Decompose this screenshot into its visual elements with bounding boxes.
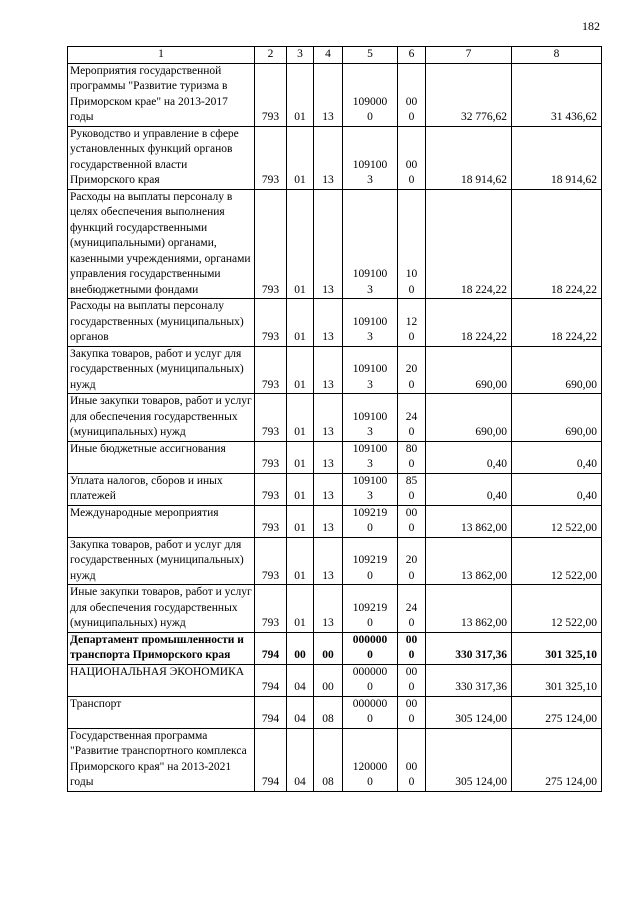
- header-col-4: 4: [314, 47, 343, 64]
- row-name-cell: Расходы на выплаты персоналу в целях обеспечения выполнения функций государственными (муниципальными) органами, казенными учреждениями, органами управления государственными внебюджетными фондами: [68, 189, 255, 299]
- amount-col8-cell: 301 325,10: [512, 664, 602, 696]
- amount-col8-cell: 18 914,62: [512, 126, 602, 189]
- amount-col8-cell: 18 224,22: [512, 299, 602, 347]
- ved-cell: 793: [255, 189, 287, 299]
- row-name-cell: Иные закупки товаров, работ и услуг для обеспечения государственных (муниципальных) нужд: [68, 585, 255, 633]
- amount-col7-cell: 690,00: [426, 346, 512, 394]
- header-col-2: 2: [255, 47, 287, 64]
- vr-code-part1: 80: [405, 442, 418, 455]
- amount-col7-cell: 18 224,22: [426, 189, 512, 299]
- rz-cell: 01: [287, 299, 314, 347]
- rz-cell: 01: [287, 126, 314, 189]
- table-row: [68, 728, 602, 791]
- table-row: [68, 585, 602, 633]
- table-row: [68, 696, 602, 728]
- rz-cell: 01: [287, 441, 314, 473]
- csr-code-part2: 0: [367, 569, 373, 582]
- csr-code-part2: 3: [367, 378, 373, 391]
- csr-code-part1: 000000: [352, 665, 388, 678]
- vr-cell: [398, 664, 426, 696]
- pr-cell: 13: [314, 394, 343, 442]
- table-row: [68, 632, 602, 664]
- table-row: [68, 664, 602, 696]
- rz-cell: 00: [287, 632, 314, 664]
- vr-cell: [398, 346, 426, 394]
- csr-code-part2: 3: [367, 426, 373, 438]
- page-number: 182: [582, 19, 600, 33]
- csr-code-part1: 109219: [352, 554, 388, 566]
- amount-col7-cell: 330 317,36: [426, 664, 512, 696]
- pr-cell: 13: [314, 473, 343, 505]
- amount-col7-cell: 305 124,00: [426, 728, 512, 791]
- vr-code-part1: 24: [405, 601, 418, 614]
- vr-cell: [398, 632, 426, 664]
- csr-cell: [343, 632, 398, 664]
- pr-cell: 13: [314, 585, 343, 633]
- header-col-8: 8: [512, 47, 602, 64]
- vr-code-part1: 00: [405, 158, 418, 171]
- pr-cell: 00: [314, 664, 343, 696]
- ved-cell: 794: [255, 696, 287, 728]
- vr-code-part2: 0: [408, 378, 415, 391]
- vr-code-part1: 00: [405, 760, 418, 773]
- csr-code-part2: 3: [367, 174, 373, 186]
- amount-col8-cell: 18 224,22: [512, 189, 602, 299]
- amount-col7-cell: 305 124,00: [426, 696, 512, 728]
- ved-cell: 793: [255, 63, 287, 126]
- vr-cell: [398, 126, 426, 189]
- table-row: [68, 63, 602, 126]
- csr-cell: [343, 63, 398, 126]
- csr-cell: [343, 299, 398, 347]
- amount-col7-cell: 32 776,62: [426, 63, 512, 126]
- ved-cell: 793: [255, 585, 287, 633]
- vr-code-part1: 20: [405, 554, 418, 566]
- vr-code-part2: 0: [408, 283, 415, 296]
- csr-cell: [343, 585, 398, 633]
- rz-cell: 01: [287, 394, 314, 442]
- vr-code-part1: 20: [405, 363, 418, 375]
- table-row: [68, 346, 602, 394]
- pr-cell: 13: [314, 346, 343, 394]
- csr-cell: [343, 728, 398, 791]
- rz-cell: 01: [287, 346, 314, 394]
- amount-col8-cell: 275 124,00: [512, 728, 602, 791]
- amount-col7-cell: 0,40: [426, 473, 512, 505]
- rz-cell: 01: [287, 585, 314, 633]
- vr-code-part2: 0: [408, 490, 415, 502]
- ved-cell: 794: [255, 728, 287, 791]
- csr-code-part2: 0: [367, 713, 373, 725]
- table-row: [68, 126, 602, 189]
- row-name-cell: Закупка товаров, работ и услуг для государственных (муниципальных) нужд: [68, 346, 255, 394]
- table-row: [68, 473, 602, 505]
- table-body: [68, 63, 602, 791]
- vr-cell: [398, 473, 426, 505]
- vr-code-part2: 0: [408, 713, 415, 725]
- csr-cell: [343, 537, 398, 585]
- amount-col8-cell: 12 522,00: [512, 585, 602, 633]
- csr-code-part2: 3: [367, 331, 373, 343]
- amount-col7-cell: 18 224,22: [426, 299, 512, 347]
- csr-code-part1: 000000: [352, 697, 388, 710]
- header-col-6: 6: [398, 47, 426, 64]
- row-name-cell: НАЦИОНАЛЬНАЯ ЭКОНОМИКА: [68, 664, 255, 696]
- row-name-cell: Уплата налогов, сборов и иных платежей: [68, 473, 255, 505]
- csr-cell: [343, 696, 398, 728]
- csr-code-part2: 0: [367, 776, 373, 788]
- table-row: [68, 537, 602, 585]
- ved-cell: 793: [255, 537, 287, 585]
- vr-cell: [398, 189, 426, 299]
- csr-cell: [343, 126, 398, 189]
- csr-cell: [343, 473, 398, 505]
- amount-col8-cell: 690,00: [512, 394, 602, 442]
- csr-code-part1: 000000: [352, 633, 388, 646]
- vr-code-part2: 0: [408, 458, 415, 470]
- row-name-cell: Иные закупки товаров, работ и услуг для обеспечения государственных (муниципальных) нужд: [68, 394, 255, 442]
- header-col-5: 5: [343, 47, 398, 64]
- header-row: [68, 47, 602, 64]
- ved-cell: 793: [255, 394, 287, 442]
- ved-cell: 793: [255, 505, 287, 537]
- vr-code-part1: 10: [405, 268, 418, 280]
- vr-code-part2: 0: [408, 681, 415, 693]
- vr-code-part1: 00: [405, 697, 418, 710]
- amount-col7-cell: 13 862,00: [426, 585, 512, 633]
- rz-cell: 04: [287, 696, 314, 728]
- csr-code-part2: 3: [367, 283, 373, 296]
- vr-code-part1: 12: [405, 315, 418, 328]
- vr-code-part2: 0: [408, 617, 415, 629]
- vr-code-part1: 00: [405, 665, 418, 678]
- ved-cell: 793: [255, 346, 287, 394]
- rz-cell: 04: [287, 728, 314, 791]
- row-name-cell: Руководство и управление в сфере установленных функций органов государственной власти Приморского края: [68, 126, 255, 189]
- row-name-cell: Государственная программа "Развитие транспортного комплекса Приморского края" на 2013-2021 годы: [68, 728, 255, 791]
- vr-cell: [398, 505, 426, 537]
- vr-code-part1: 00: [405, 95, 418, 108]
- csr-code-part1: 109100: [352, 268, 388, 280]
- header-col-1: 1: [68, 47, 255, 64]
- rz-cell: 04: [287, 664, 314, 696]
- amount-col8-cell: 31 436,62: [512, 63, 602, 126]
- csr-code-part2: 3: [367, 490, 373, 502]
- rz-cell: 01: [287, 537, 314, 585]
- row-name-cell: Иные бюджетные ассигнования: [68, 441, 255, 473]
- row-name-cell: Департамент промышленности и транспорта Приморского края: [68, 632, 255, 664]
- vr-code-part1: 00: [405, 633, 418, 646]
- csr-code-part2: 0: [367, 522, 373, 534]
- ved-cell: 793: [255, 299, 287, 347]
- rz-cell: 01: [287, 473, 314, 505]
- amount-col8-cell: 301 325,10: [512, 632, 602, 664]
- amount-col8-cell: 12 522,00: [512, 537, 602, 585]
- row-name-cell: Мероприятия государственной программы "Развитие туризма в Приморском крае" на 2013-2017 годы: [68, 63, 255, 126]
- amount-col8-cell: 0,40: [512, 473, 602, 505]
- row-name-cell: Закупка товаров, работ и услуг для государственных (муниципальных) нужд: [68, 537, 255, 585]
- amount-col7-cell: 330 317,36: [426, 632, 512, 664]
- row-name-cell: Расходы на выплаты персоналу государственных (муниципальных) органов: [68, 299, 255, 347]
- amount-col8-cell: 275 124,00: [512, 696, 602, 728]
- rz-cell: 01: [287, 189, 314, 299]
- table-row: [68, 189, 602, 299]
- amount-col8-cell: 0,40: [512, 441, 602, 473]
- vr-cell: [398, 537, 426, 585]
- ved-cell: 794: [255, 664, 287, 696]
- vr-code-part2: 0: [408, 569, 415, 582]
- pr-cell: 13: [314, 537, 343, 585]
- ved-cell: 793: [255, 126, 287, 189]
- csr-code-part2: 0: [367, 617, 373, 629]
- amount-col8-cell: 12 522,00: [512, 505, 602, 537]
- vr-cell: [398, 585, 426, 633]
- csr-code-part1: 109100: [352, 363, 388, 375]
- table-row: [68, 299, 602, 347]
- csr-cell: [343, 664, 398, 696]
- csr-cell: [343, 505, 398, 537]
- vr-code-part1: 00: [405, 506, 418, 519]
- csr-cell: [343, 189, 398, 299]
- vr-code-part2: 0: [408, 649, 415, 661]
- table-row: [68, 394, 602, 442]
- vr-code-part2: 0: [408, 522, 415, 534]
- csr-code-part1: 109000: [352, 95, 388, 108]
- csr-code-part2: 0: [367, 649, 373, 661]
- amount-col7-cell: 18 914,62: [426, 126, 512, 189]
- table-row: [68, 441, 602, 473]
- pr-cell: 13: [314, 441, 343, 473]
- csr-code-part1: 109100: [352, 474, 388, 487]
- amount-col8-cell: 690,00: [512, 346, 602, 394]
- csr-code-part1: 109100: [352, 442, 388, 455]
- pr-cell: 13: [314, 505, 343, 537]
- vr-cell: [398, 696, 426, 728]
- header-col-3: 3: [287, 47, 314, 64]
- csr-code-part2: 3: [367, 458, 373, 470]
- vr-cell: [398, 441, 426, 473]
- pr-cell: 08: [314, 728, 343, 791]
- amount-col7-cell: 690,00: [426, 394, 512, 442]
- vr-cell: [398, 394, 426, 442]
- header-col-7: 7: [426, 47, 512, 64]
- csr-cell: [343, 441, 398, 473]
- pr-cell: 13: [314, 189, 343, 299]
- vr-code-part2: 0: [408, 111, 415, 123]
- vr-code-part2: 0: [408, 174, 415, 186]
- vr-code-part2: 0: [408, 776, 415, 788]
- row-name-cell: Международные мероприятия: [68, 505, 255, 537]
- csr-code-part1: 109219: [352, 601, 388, 614]
- csr-code-part1: 120000: [352, 760, 388, 773]
- rz-cell: 01: [287, 505, 314, 537]
- amount-col7-cell: 13 862,00: [426, 505, 512, 537]
- csr-code-part1: 109100: [352, 410, 388, 423]
- amount-col7-cell: 0,40: [426, 441, 512, 473]
- pr-cell: 13: [314, 126, 343, 189]
- rz-cell: 01: [287, 63, 314, 126]
- budget-table: [67, 46, 602, 792]
- pr-cell: 00: [314, 632, 343, 664]
- csr-code-part1: 109100: [352, 158, 388, 171]
- ved-cell: 793: [255, 441, 287, 473]
- vr-code-part1: 85: [405, 474, 418, 487]
- csr-cell: [343, 346, 398, 394]
- csr-code-part2: 0: [367, 681, 373, 693]
- vr-cell: [398, 63, 426, 126]
- ved-cell: 793: [255, 473, 287, 505]
- vr-code-part2: 0: [408, 426, 415, 438]
- csr-code-part1: 109219: [352, 506, 388, 519]
- pr-cell: 13: [314, 299, 343, 347]
- vr-code-part1: 24: [405, 410, 418, 423]
- vr-code-part2: 0: [408, 331, 415, 343]
- pr-cell: 13: [314, 63, 343, 126]
- table-row: [68, 505, 602, 537]
- vr-cell: [398, 728, 426, 791]
- amount-col7-cell: 13 862,00: [426, 537, 512, 585]
- pr-cell: 08: [314, 696, 343, 728]
- vr-cell: [398, 299, 426, 347]
- row-name-cell: Транспорт: [68, 696, 255, 728]
- ved-cell: 794: [255, 632, 287, 664]
- csr-code-part1: 109100: [352, 315, 388, 328]
- csr-code-part2: 0: [367, 111, 373, 123]
- csr-cell: [343, 394, 398, 442]
